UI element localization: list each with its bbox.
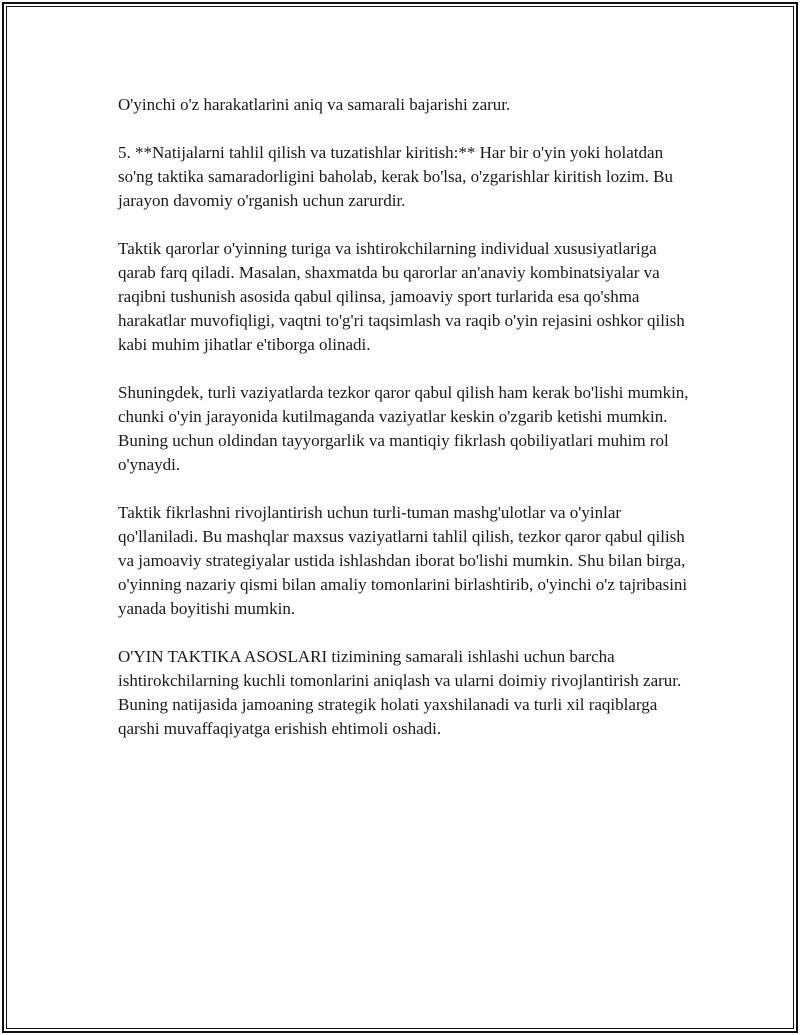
- document-body: [118, 93, 698, 765]
- paragraph-1: O'yinchi o'z harakatlarini aniq va samarali bajarishi zarur.: [118, 95, 511, 114]
- paragraph-4: Shuningdek, turli vaziyatlarda tezkor qaror qabul qilish ham kerak bo'lishi mumkin, chunki o'yin jarayonida kutilmaganda vaziyatlar keskin o'zgarib ketishi mumkin. Buning uchun oldindan tayyorgarlik va mantiqiy fikrlash qobiliyatlari muhim rol o'ynaydi.: [118, 383, 689, 474]
- paragraph-2: 5. **Natijalarni tahlil qilish va tuzatishlar kiritish:** Har bir o'yin yoki holatdan so'ng taktika samaradorligini baholab, kerak bo'lsa, o'zgarishlar kiritish lozim. Bu jarayon davomiy o'rganish uchun zarurdir.: [118, 143, 673, 210]
- paragraph-6: O'YIN TAKTIKA ASOSLARI tizimining samarali ishlashi uchun barcha ishtirokchilarning kuchli tomonlarini aniqlash va ularni doimiy rivojlantirish zarur. Buning natijasida jamoaning strategik holati yaxshilanadi va turli xil raqiblarga qarshi muvaffaqiyatga erishish ehtimoli oshadi.: [118, 647, 682, 738]
- paragraph-5: Taktik fikrlashni rivojlantirish uchun turli-tuman mashg'ulotlar va o'yinlar qo'llaniladi. Bu mashqlar maxsus vaziyatlarni tahlil qilish, tezkor qaror qabul qilish va jamoaviy strategiyalar ustida ishlashdan iborat bo'lishi mumkin. Shu bilan birga, o'yinning nazariy qismi bilan amaliy tomonlarini birlashtirib, o'yinchi o'z tajribasini yanada boyitishi mumkin.: [118, 503, 688, 618]
- paragraph-3: Taktik qarorlar o'yinning turiga va ishtirokchilarning individual xususiyatlariga qarab farq qiladi. Masalan, shaxmatda bu qarorlar an'anaviy kombinatsiyalar va raqibni tushunish asosida qabul qilinsa, jamoaviy sport turlarida esa qo'shma harakatlar muvofiqligi, vaqtni to'g'ri taqsimlash va raqib o'yin rejasini oshkor qilish kabi muhim jihatlar e'tiborga olinadi.: [118, 239, 685, 354]
